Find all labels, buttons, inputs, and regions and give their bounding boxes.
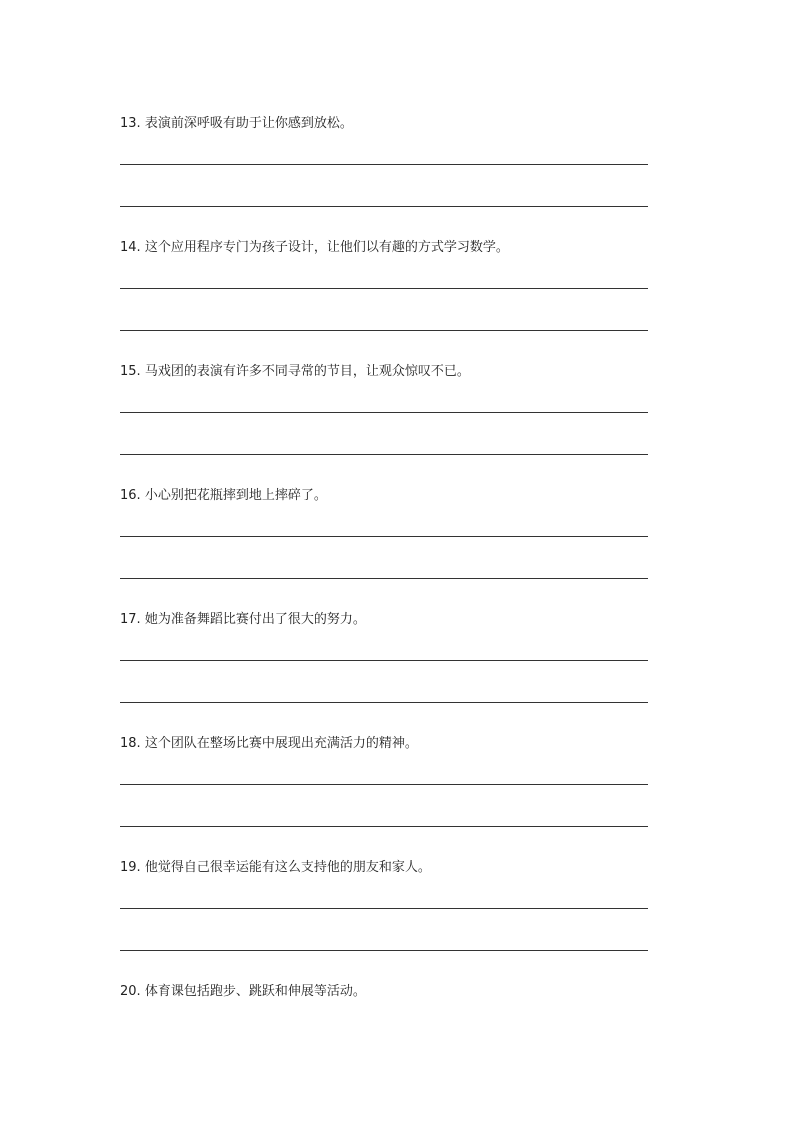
question-text (120, 116, 648, 132)
answer-line[interactable] (120, 908, 648, 909)
question-number: 17. (120, 612, 141, 627)
question-sentence: 马戏团的表演有许多不同寻常的节目，让观众惊叹不已。 (144, 364, 470, 379)
question-13 (120, 116, 648, 132)
question-sentence: 这个应用程序专门为孩子设计，让他们以有趣的方式学习数学。 (144, 240, 509, 255)
question-15 (120, 364, 648, 380)
question-19 (120, 860, 648, 876)
question-sentence: 表演前深呼吸有助于让你感到放松。 (144, 116, 353, 131)
question-text (120, 984, 648, 1000)
question-number: 16. (120, 488, 141, 503)
answer-line[interactable] (120, 412, 648, 413)
question-text (120, 364, 648, 380)
question-number: 20. (120, 984, 141, 999)
question-sentence: 她为准备舞蹈比赛付出了很大的努力。 (144, 612, 366, 627)
question-text (120, 860, 648, 876)
question-number: 13. (120, 116, 141, 131)
question-text (120, 736, 648, 752)
question-sentence: 体育课包括跑步、跳跃和伸展等活动。 (144, 984, 366, 999)
answer-line[interactable] (120, 826, 648, 827)
question-16 (120, 488, 648, 504)
question-text (120, 240, 648, 256)
answer-line[interactable] (120, 578, 648, 579)
question-number: 15. (120, 364, 141, 379)
question-sentence: 他觉得自己很幸运能有这么支持他的朋友和家人。 (144, 860, 431, 875)
answer-line[interactable] (120, 288, 648, 289)
question-sentence: 这个团队在整场比赛中展现出充满活力的精神。 (144, 736, 418, 751)
answer-line[interactable] (120, 784, 648, 785)
answer-line[interactable] (120, 206, 648, 207)
question-number: 18. (120, 736, 141, 751)
answer-line[interactable] (120, 660, 648, 661)
question-20 (120, 984, 648, 1000)
answer-line[interactable] (120, 536, 648, 537)
answer-line[interactable] (120, 164, 648, 165)
answer-line[interactable] (120, 950, 648, 951)
question-sentence: 小心别把花瓶摔到地上摔碎了。 (144, 488, 327, 503)
question-17 (120, 612, 648, 628)
question-number: 19. (120, 860, 141, 875)
answer-line[interactable] (120, 702, 648, 703)
question-text (120, 612, 648, 628)
question-18 (120, 736, 648, 752)
answer-line[interactable] (120, 454, 648, 455)
question-14 (120, 240, 648, 256)
question-number: 14. (120, 240, 141, 255)
answer-line[interactable] (120, 330, 648, 331)
question-text (120, 488, 648, 504)
